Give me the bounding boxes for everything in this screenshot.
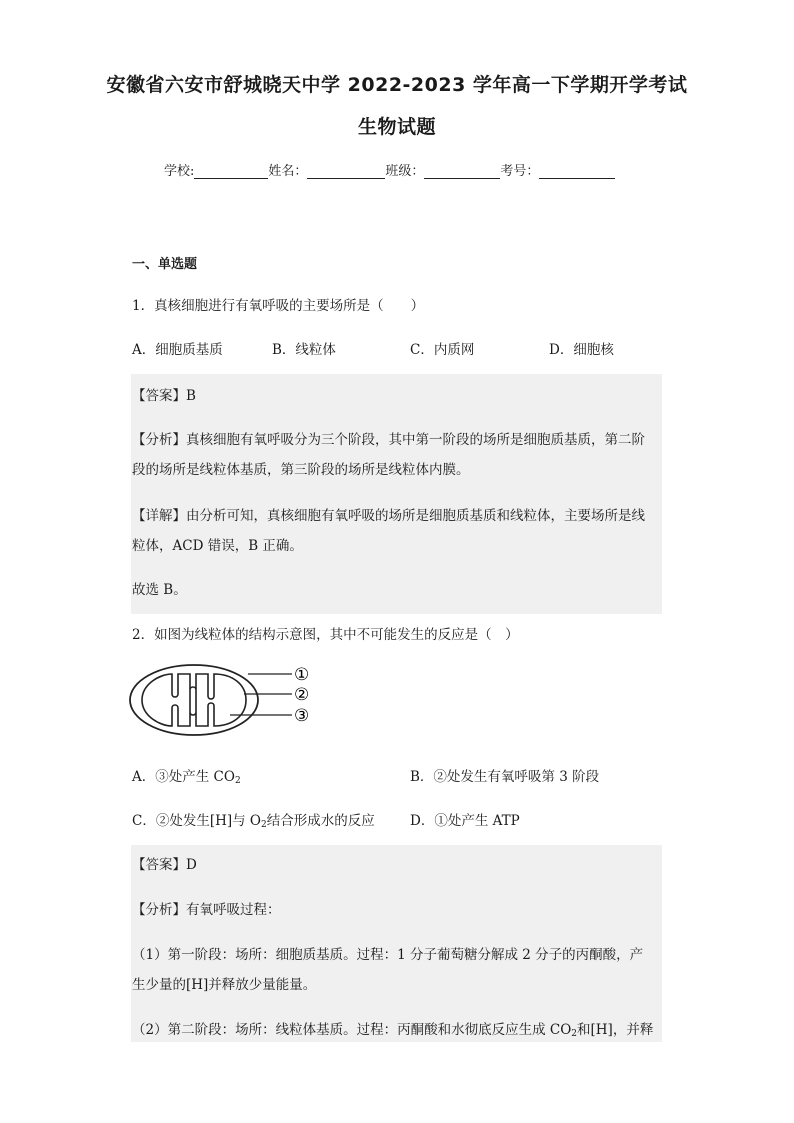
question-2-step1-line1: （1）第一阶段：场所：细胞质基质。过程：1 分子葡萄糖分解成 2 分子的丙酮酸，产 <box>132 947 644 963</box>
question-1-stem: 1．真核细胞进行有氧呼吸的主要场所是（ ） <box>132 298 425 314</box>
school-label: 学校: <box>164 164 195 179</box>
question-1-option-a: A．细胞质基质 <box>132 342 223 358</box>
diagram-label-1: ① <box>294 665 310 685</box>
name-label: 姓名： <box>268 164 308 179</box>
question-1-analysis-line2: 段的场所是线粒体基质，第三阶段的场所是线粒体内膜。 <box>132 462 470 478</box>
question-1-conclusion: 故选 B。 <box>132 582 187 598</box>
question-2-option-b: B．②处发生有氧呼吸第 3 阶段 <box>410 769 600 785</box>
question-2-option-a: A．③处产生 $CO_2$ <box>132 769 241 786</box>
mitochondrion-diagram <box>128 660 328 744</box>
diagram-label-3: ③ <box>294 706 310 726</box>
section-heading-single-choice: 一、单选题 <box>132 257 198 272</box>
name-blank[interactable] <box>307 164 385 179</box>
outer-membrane <box>130 665 258 735</box>
exam-number-label: 考号： <box>500 164 540 179</box>
exam-title-line2: 生物试题 <box>357 116 436 138</box>
question-1-analysis-line1: 【分析】真核细胞有氧呼吸分为三个阶段，其中第一阶段的场所是细胞质基质，第二阶 <box>132 432 645 448</box>
exam-title-line1: 安徽省六安市舒城晓天中学 2022-2023 学年高一下学期开学考试 <box>106 74 688 96</box>
question-1-option-d: D．细胞核 <box>549 342 614 358</box>
diagram-label-2: ② <box>294 685 310 705</box>
class-label: 班级： <box>385 164 425 179</box>
question-1-option-b: B．线粒体 <box>272 342 336 358</box>
question-2-step1-line2: 生少量的[H]并释放少量能量。 <box>132 977 317 993</box>
question-2-stem: 2．如图为线粒体的结构示意图，其中不可能发生的反应是（ ） <box>132 627 519 643</box>
question-2-answer: 【答案】D <box>132 857 197 873</box>
question-2-option-d: D．①处产生 ATP <box>410 813 520 829</box>
exam-number-blank[interactable] <box>539 164 615 179</box>
student-info-row <box>164 160 615 179</box>
question-1-detail-line2: 粒体，ACD 错误，B 正确。 <box>132 538 303 554</box>
question-1-solution-panel <box>131 374 662 614</box>
question-2-option-c: C．②处发生[H]与 $O_2$结合形成水的反应 <box>132 813 375 830</box>
question-1-answer: 【答案】B <box>132 388 196 404</box>
question-1-detail-line1: 【详解】由分析可知，真核细胞有氧呼吸的场所是细胞质基质和线粒体，主要场所是线 <box>132 508 645 524</box>
question-2-step2-line1: （2）第二阶段：场所：线粒体基质。过程：丙酮酸和水彻底反应生成 $CO_2$和[H]，并释 <box>132 1022 654 1039</box>
question-1-option-c: C．内质网 <box>410 342 475 358</box>
question-2-analysis: 【分析】有氧呼吸过程： <box>132 902 281 918</box>
inner-membrane-cristae <box>142 674 246 726</box>
class-blank[interactable] <box>424 164 500 179</box>
school-blank[interactable] <box>194 164 268 179</box>
